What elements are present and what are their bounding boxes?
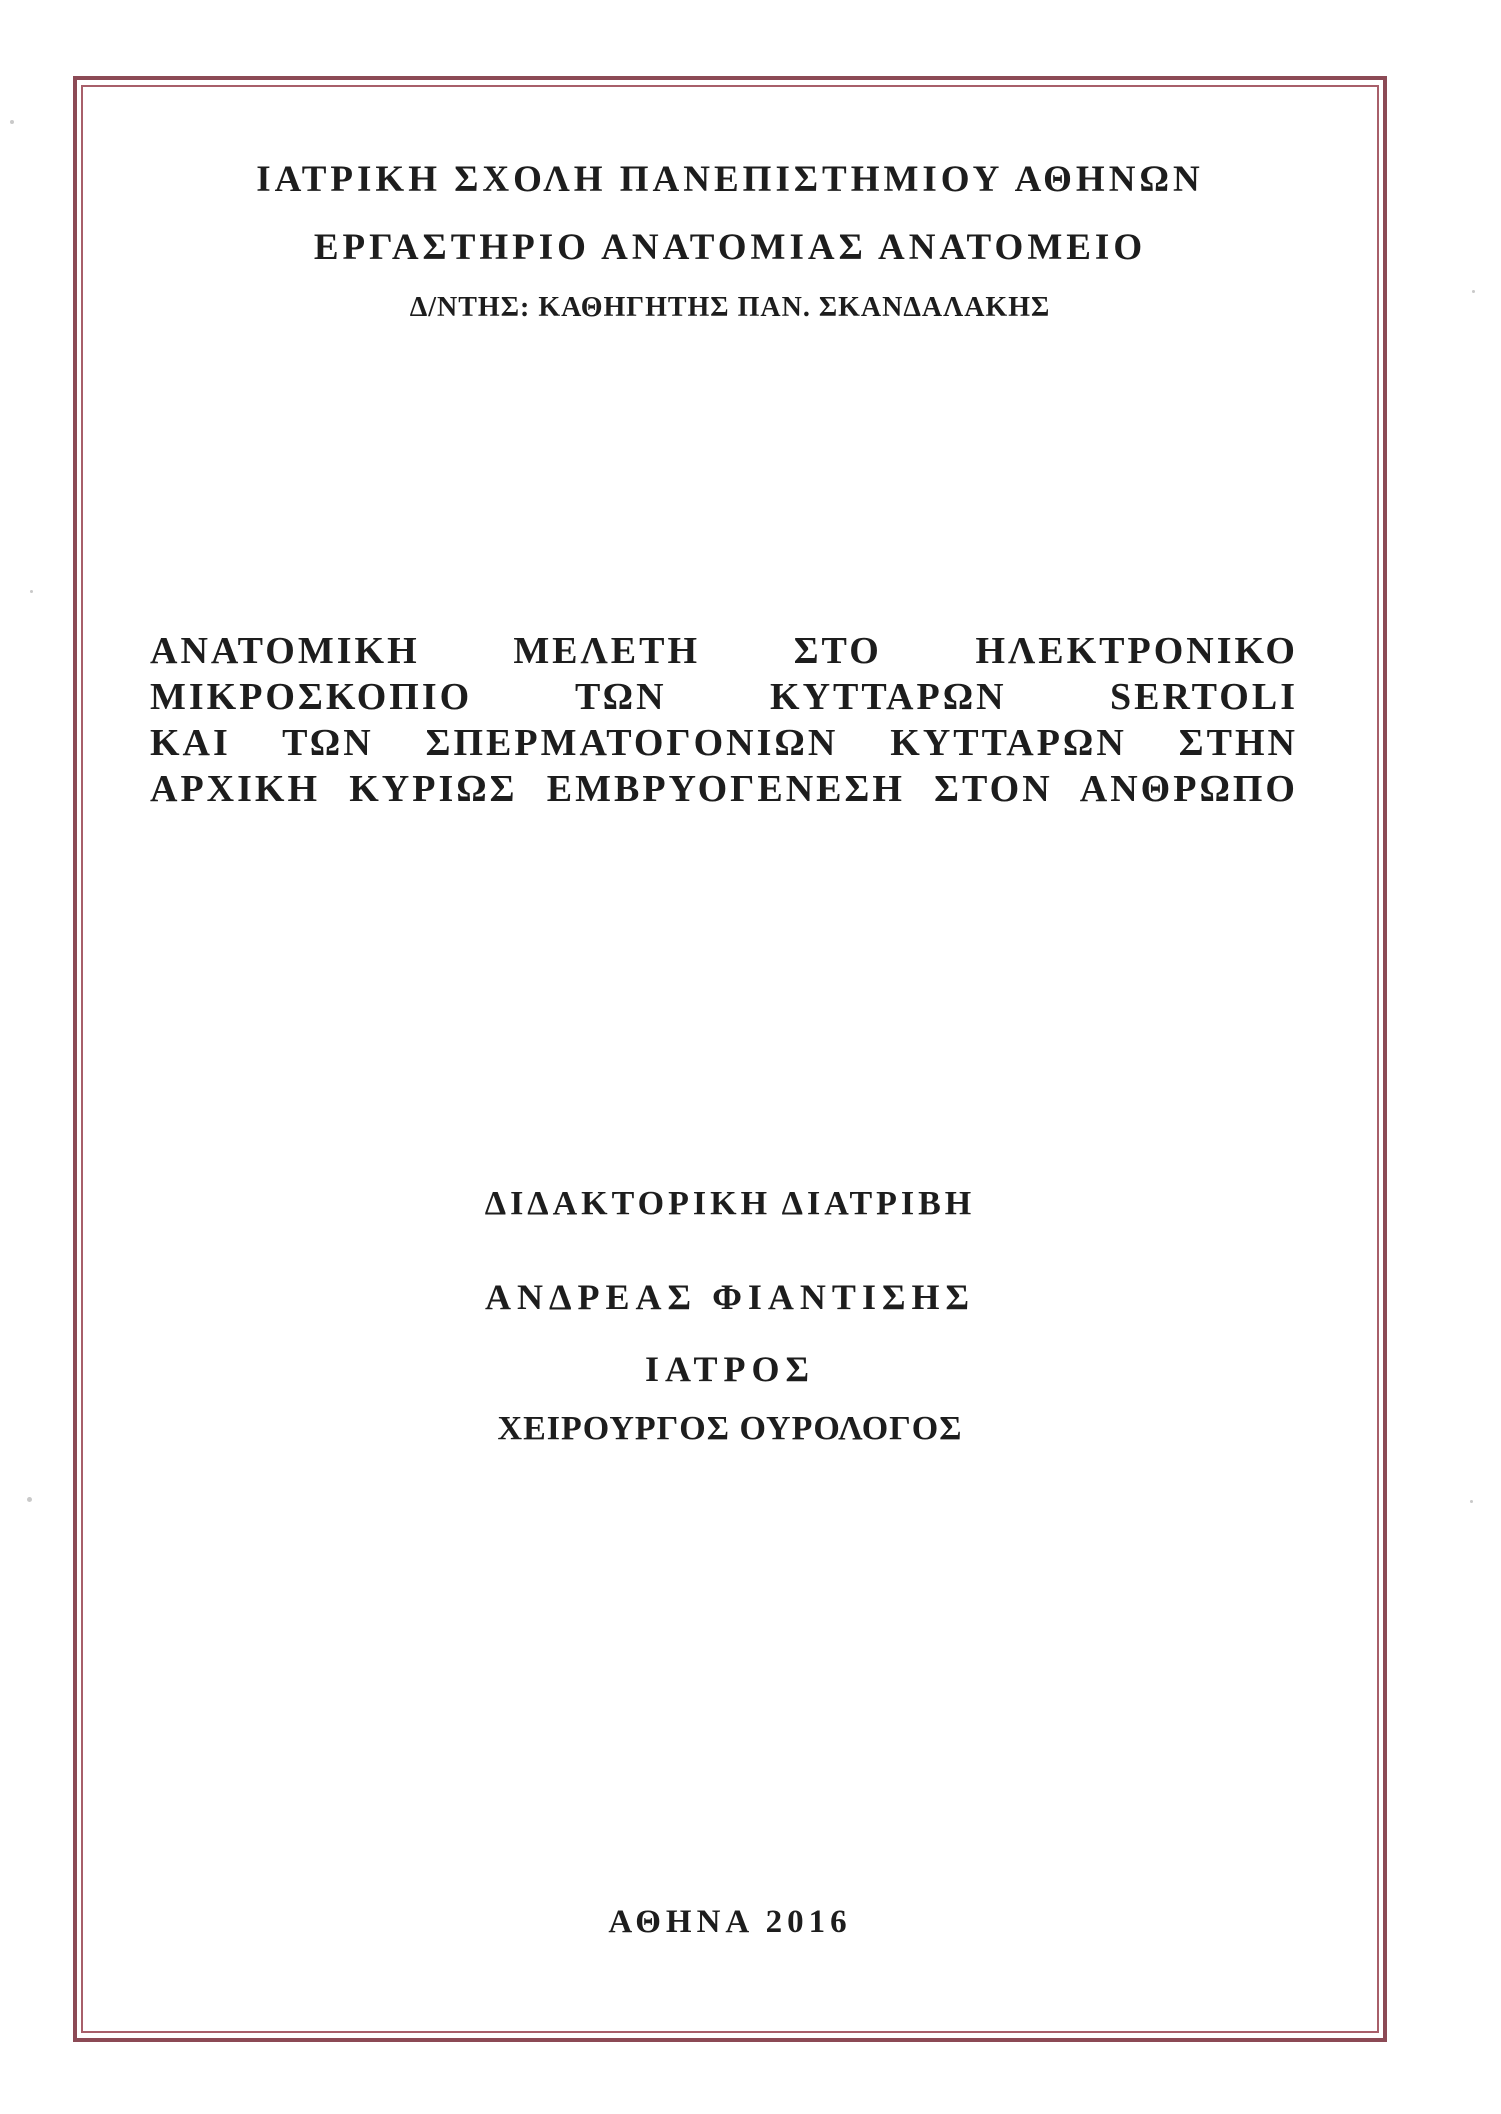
scan-speck	[10, 120, 14, 124]
scan-speck	[1470, 1500, 1473, 1503]
thesis-title-line: ΑΡΧΙΚΗ ΚΥΡΙΩΣ ΕΜΒΡΥΟΓΕΝΕΣΗ ΣΤΟΝ ΑΝΘΡΩΠΟ	[150, 768, 1298, 810]
page-border-inner	[81, 85, 1379, 2033]
institution-heading: ΙΑΤΡΙΚΗ ΣΧΟΛΗ ΠΑΝΕΠΙΣΤΗΜΙΟΥ ΑΘΗΝΩΝ	[256, 159, 1204, 200]
thesis-title-line: ΜΙΚΡΟΣΚΟΠΙΟ ΤΩΝ ΚΥΤΤΑΡΩΝ SERTOLI	[150, 676, 1298, 718]
scan-speck	[27, 1497, 32, 1502]
thesis-type: ΔΙΔΑΚΤΟΡΙΚΗ ΔΙΑΤΡΙΒΗ	[484, 1185, 976, 1222]
scan-speck	[1472, 290, 1475, 293]
laboratory-heading: ΕΡΓΑΣΤΗΡΙΟ ΑΝΑΤΟΜΙΑΣ ΑΝΑΤΟΜΕΙΟ	[313, 227, 1147, 268]
thesis-title	[150, 628, 1298, 812]
scan-speck	[30, 590, 33, 593]
author-name: ΑΝΔΡΕΑΣ ΦΙΑΝΤΙΣΗΣ	[484, 1277, 976, 1317]
author-title: ΙΑΤΡΟΣ	[644, 1349, 816, 1389]
author-specialty: ΧΕΙΡΟΥΡΓΟΣ ΟΥΡΟΛΟΓΟΣ	[497, 1410, 963, 1447]
thesis-title-line: ΑΝΑΤΟΜΙΚΗ ΜΕΛΕΤΗ ΣΤΟ ΗΛΕΚΤΡΟΝΙΚΟ	[150, 630, 1298, 672]
place-and-year: ΑΘΗΝΑ 2016	[608, 1904, 852, 1940]
thesis-title-line: ΚΑΙ ΤΩΝ ΣΠΕΡΜΑΤΟΓΟΝΙΩΝ ΚΥΤΤΑΡΩΝ ΣΤΗΝ	[150, 722, 1298, 764]
director-line: Δ/ΝΤΗΣ: ΚΑΘΗΓΗΤΗΣ ΠΑΝ. ΣΚΑΝΔΑΛΑΚΗΣ	[409, 292, 1051, 323]
